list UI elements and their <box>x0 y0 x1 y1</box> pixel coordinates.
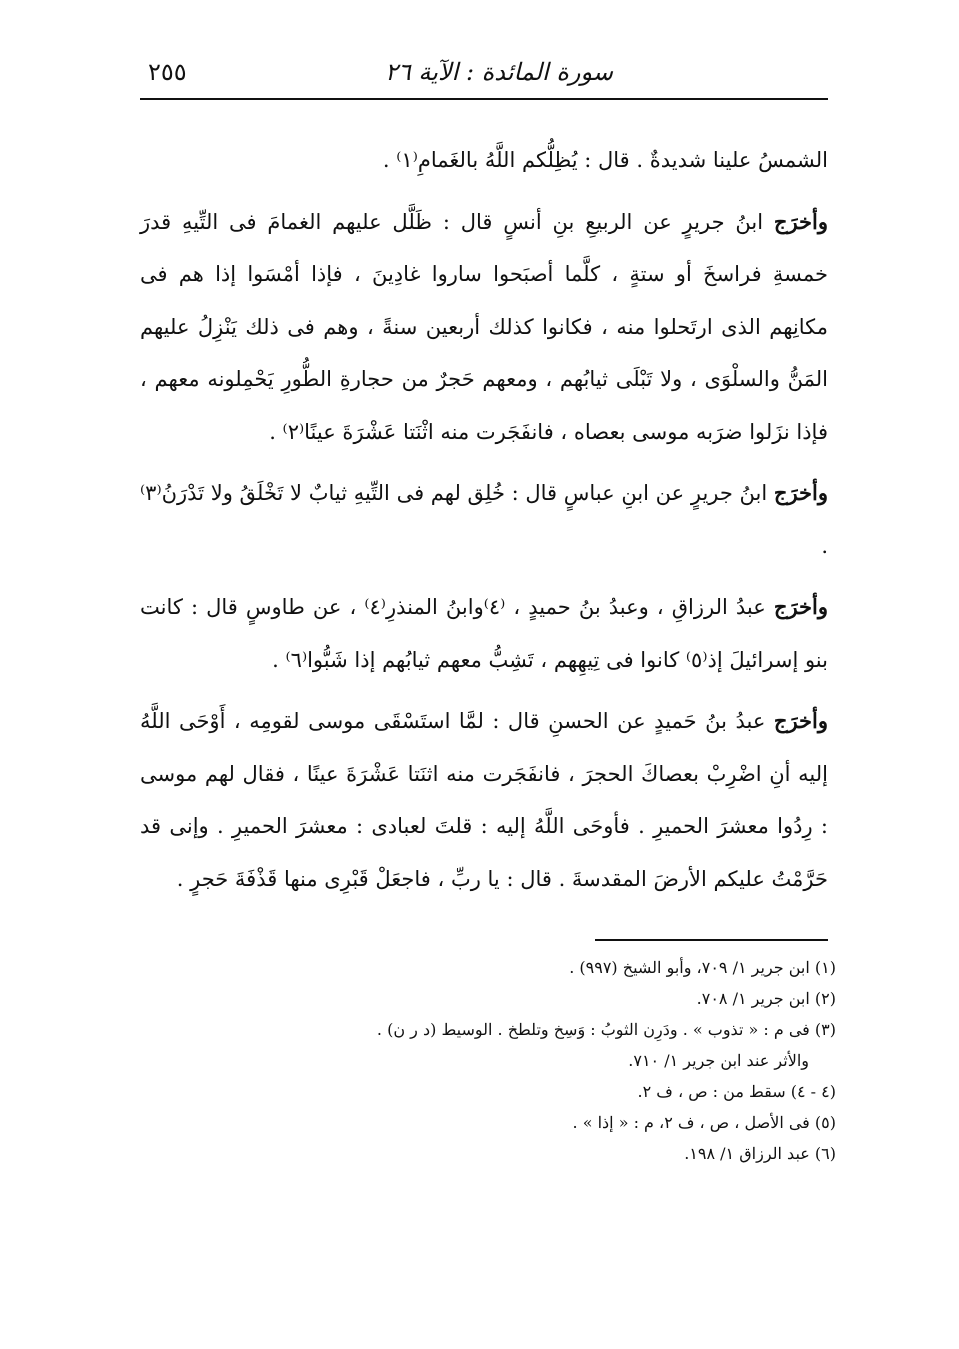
paragraph-1 <box>140 134 828 187</box>
paragraph-4-lead: وأخرَج <box>773 594 828 619</box>
paragraph-5-lead: وأخرَج <box>773 708 828 733</box>
footnotes <box>140 956 836 1173</box>
paragraph-5-text: عبدُ بنُ حَميدٍ عن الحسنِ قال : لمَّا استَسْقَى موسى لقومِه ، أَوْحَى اللَّهُ إليه أنِ اضْرِبْ بعصاكَ الحجرَ ، فانفَجَرت منه اثنَتا عَشْرَةَ عينًا ، فقال لهم موسى : رِدُوا معشرَ الحميرِ . فأوحَى اللَّهُ إليه : قلتَ لعبادى : معشرَ الحميرِ . وإنى قد حَرَّمْتُ عليكم الأرضَ المقدسةَ . قال : يا ربِّ ، فاجعَلْ قَبْرِى منها قَذْفَةَ حَجرٍ . <box>140 709 828 891</box>
footnote-6: (٦) عبد الرزاق ١/ ١٩٨. <box>684 1144 836 1163</box>
footnote-3-continuation: والأثر عند ابن جرير ١/ ٧١٠. <box>628 1051 809 1070</box>
paragraph-1-text: الشمسُ علينا شديدةٌ . قال : يُظِلُّكم اللَّهُ بالغَمامِ⁽١⁾ . <box>382 148 828 172</box>
main-text <box>140 134 828 914</box>
paragraph-2-text: ابنُ جريرٍ عن الربيعِ بنِ أنسٍ قال : ظَلَّل عليهم الغمامَ فى التِّيهِ قدرَ خمسةِ فراسخَ أو ستةٍ ، كلَّما أصبَحوا ساروا غادِينَ ، فإذا أمْسَوا إذا هم فى مكانِهم الذى ارتَحلوا منه ، فكانوا كذلك أربعين سنةً ، وهم فى ذلك يَنْزِلُ عليهم المَنُّ والسلْوَى ، ولا تَبْلَى ثيابُهم ، ومعهم حَجرٌ من حجارةِ الطُّورِ يَحْمِلونه معهم ، فإذا نزَلوا ضرَبه موسى بعصاه ، فانفَجَرت منه اثْنَتا عَشْرَةَ عينًا⁽٢⁾ . <box>140 209 828 444</box>
running-title: سورة المائدة : الآية ٢٦ <box>385 58 613 86</box>
footnote-2: (٢) ابن جرير ١/ ٧٠٨. <box>696 989 836 1008</box>
footnote-3: (٣) فى م : « تذوب » . ودَرِن الثوبُ : وَسِخ وتلطخ . الوسيط (د ر ن) . <box>376 1020 836 1039</box>
footnote-5: (٥) فى الأصل ، ص ، ف ٢، م : « إذا » . <box>572 1113 836 1132</box>
paragraph-4 <box>140 581 828 686</box>
paragraph-3-lead: وأخرَج <box>773 480 828 505</box>
footnote-rule <box>595 939 828 941</box>
paragraph-2-lead: وأخرَج <box>773 208 828 234</box>
running-header <box>140 52 828 98</box>
paragraph-2 <box>140 196 828 459</box>
header-rule <box>140 98 828 100</box>
page-number: ٢٥٥ <box>148 58 187 86</box>
paragraph-5 <box>140 695 828 905</box>
footnote-4: (٤ - ٤) سقط من : ص ، ف ٢. <box>637 1082 836 1101</box>
footnote-1: (١) ابن جرير ١/ ٧٠٩، وأبو الشيخ (٩٩٧) . <box>569 958 836 977</box>
paragraph-4-text: عبدُ الرزاقِ ، وعبدُ بنُ حميدٍ ، ⁽٤⁾وابنُ المنذرِ⁽٤⁾ ، عن طاوسٍ قال : كانت بنو إسرائيلَ إذ⁽٥⁾ كانوا فى تِيهِهم ، تَشِبُّ معهم ثيابُهم إذا شَبُّوا⁽٦⁾ . <box>140 595 828 672</box>
paragraph-3 <box>140 467 828 572</box>
paragraph-3-text: ابنُ جريرٍ عن ابنِ عباسٍ قال : خُلِق لهم فى التِّيهِ ثيابٌ لا تَخْلَقُ ولا تَدْرَنُ⁽٣⁾ . <box>140 481 828 558</box>
